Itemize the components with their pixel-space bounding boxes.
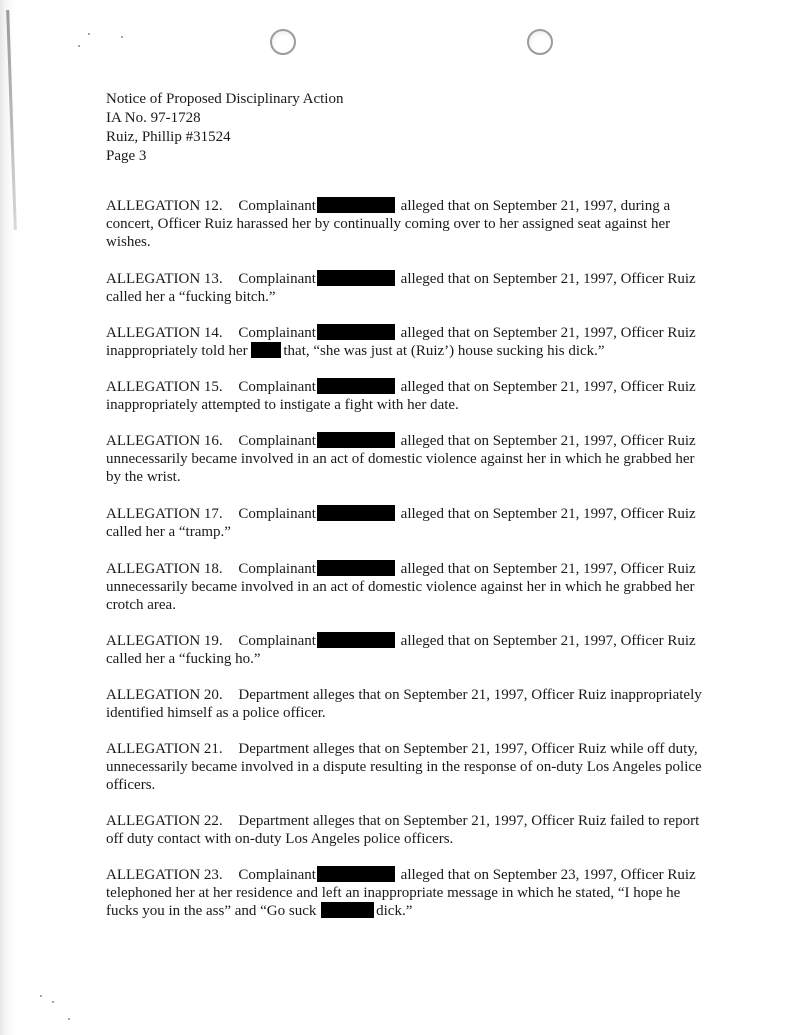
allegation-complainant: Complainant bbox=[238, 433, 316, 449]
allegation-text: alleged that on September 21, 1997, Officer Ruiz called her a “fucking bitch.” bbox=[106, 271, 696, 305]
allegation-text: Department alleges that on September 21, 1997, Officer Ruiz while off duty, unnecessarily became involved in a dispute resulting in the response of on-duty Los Angeles police officers. bbox=[106, 741, 702, 793]
redaction-bar bbox=[317, 505, 395, 521]
allegation-complainant: Complainant bbox=[238, 867, 316, 883]
allegation-label: ALLEGATION 13. bbox=[106, 271, 223, 287]
allegation-label: ALLEGATION 21. bbox=[106, 741, 223, 757]
punch-hole-left bbox=[270, 29, 296, 55]
allegation-text: alleged that on September 21, 1997, Officer Ruiz called her a “tramp.” bbox=[106, 506, 696, 540]
allegation-complainant: Complainant bbox=[238, 506, 316, 522]
allegation-text: alleged that on September 21, 1997, Officer Ruiz called her a “fucking ho.” bbox=[106, 633, 696, 667]
scan-speck bbox=[78, 45, 80, 47]
allegation-12 bbox=[106, 197, 706, 251]
allegation-14 bbox=[106, 324, 706, 360]
allegation-17 bbox=[106, 505, 706, 541]
allegation-text-continued: dick.” bbox=[376, 903, 413, 919]
allegation-15 bbox=[106, 378, 706, 414]
allegation-label: ALLEGATION 19. bbox=[106, 633, 223, 649]
allegation-label: ALLEGATION 14. bbox=[106, 325, 223, 341]
redaction-bar bbox=[317, 560, 395, 576]
allegation-text: alleged that on September 21, 1997, during a concert, Officer Ruiz harassed her by continually coming over to her assigned seat against her wishes. bbox=[106, 198, 671, 250]
allegation-label: ALLEGATION 12. bbox=[106, 198, 223, 214]
allegation-text: alleged that on September 21, 1997, Officer Ruiz inappropriately told her bbox=[106, 325, 696, 359]
allegation-text-continued: that, “she was just at (Ruiz’) house sucking his dick.” bbox=[283, 343, 605, 359]
allegation-text: alleged that on September 21, 1997, Officer Ruiz unnecessarily became involved in an act of domestic violence against her in which he grabbed her crotch area. bbox=[106, 561, 696, 613]
header-title: Notice of Proposed Disciplinary Action bbox=[106, 91, 344, 107]
allegation-text: Department alleges that on September 21, 1997, Officer Ruiz failed to report off duty contact with on-duty Los Angeles police officers. bbox=[106, 813, 700, 847]
allegation-text: alleged that on September 23, 1997, Officer Ruiz telephoned her at her residence and left an inappropriate message in which he stated, “I hope he fucks you in the ass” and “Go suck bbox=[106, 867, 696, 919]
scan-speck bbox=[88, 33, 90, 35]
allegation-13 bbox=[106, 270, 706, 306]
allegation-label: ALLEGATION 15. bbox=[106, 379, 223, 395]
allegation-complainant: Complainant bbox=[238, 379, 316, 395]
allegation-21 bbox=[106, 740, 706, 794]
scan-speck bbox=[121, 36, 123, 38]
scan-speck bbox=[52, 1001, 54, 1003]
header-ia-number: IA No. 97-1728 bbox=[106, 110, 201, 126]
allegation-text: alleged that on September 21, 1997, Officer Ruiz inappropriately attempted to instigate a fight with her date. bbox=[106, 379, 696, 413]
allegation-23 bbox=[106, 866, 706, 920]
redaction-bar bbox=[251, 342, 281, 358]
allegation-complainant: Complainant bbox=[238, 561, 316, 577]
allegation-label: ALLEGATION 18. bbox=[106, 561, 223, 577]
allegation-20 bbox=[106, 686, 706, 722]
scan-speck bbox=[40, 995, 42, 997]
redaction-bar bbox=[317, 378, 395, 394]
allegation-complainant: Complainant bbox=[238, 198, 316, 214]
allegation-label: ALLEGATION 17. bbox=[106, 506, 223, 522]
redaction-bar bbox=[317, 432, 395, 448]
allegation-22 bbox=[106, 812, 706, 848]
allegation-label: ALLEGATION 20. bbox=[106, 687, 223, 703]
redaction-bar bbox=[317, 866, 395, 882]
allegation-18 bbox=[106, 560, 706, 614]
redaction-bar bbox=[317, 197, 395, 213]
allegation-label: ALLEGATION 22. bbox=[106, 813, 223, 829]
allegation-label: ALLEGATION 16. bbox=[106, 433, 223, 449]
allegation-16 bbox=[106, 432, 706, 486]
allegation-label: ALLEGATION 23. bbox=[106, 867, 223, 883]
scan-speck bbox=[68, 1018, 70, 1020]
punch-hole-right bbox=[527, 29, 553, 55]
redaction-bar bbox=[317, 632, 395, 648]
header-officer: Ruiz, Phillip #31524 bbox=[106, 129, 231, 145]
header-page-number: Page 3 bbox=[106, 148, 147, 164]
document-header bbox=[106, 90, 343, 166]
allegation-text: alleged that on September 21, 1997, Officer Ruiz unnecessarily became involved in an act of domestic violence against her in which he grabbed her by the wrist. bbox=[106, 433, 696, 485]
allegation-19 bbox=[106, 632, 706, 668]
redaction-bar bbox=[317, 324, 395, 340]
allegation-text: Department alleges that on September 21, 1997, Officer Ruiz inappropriately identified himself as a police officer. bbox=[106, 687, 702, 721]
allegation-complainant: Complainant bbox=[238, 325, 316, 341]
allegation-complainant: Complainant bbox=[238, 633, 316, 649]
allegation-complainant: Complainant bbox=[238, 271, 316, 287]
redaction-bar bbox=[317, 270, 395, 286]
redaction-bar bbox=[321, 902, 374, 918]
